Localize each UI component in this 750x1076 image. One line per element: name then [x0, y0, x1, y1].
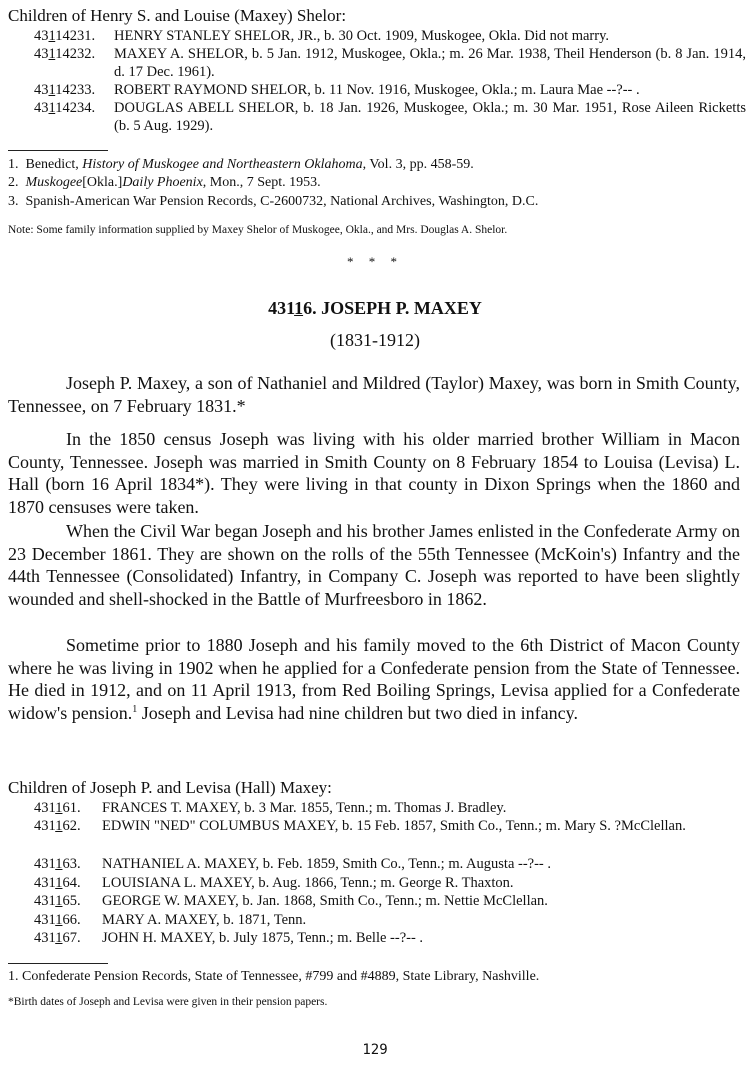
entry-text: MARY A. MAXEY, b. 1871, Tenn.: [102, 912, 307, 928]
paragraph-census: In the 1850 census Joseph was living with his older married brother William in Macon County, Tennessee. Joseph was married in Smith County on 8 February 1854 to Louisa (Levisa) L. Hall (born 16 April 1834*). They were living in that county in Dixon Springs when the 1860 and 1870 censuses were taken.: [8, 429, 740, 517]
footnote: 1. Confederate Pension Records, State of Tennessee, #799 and #4889, State Library, Nashville.: [8, 969, 540, 984]
entry-number: 43114233.: [34, 82, 96, 98]
list-item: [34, 892, 746, 910]
list-item: [34, 81, 746, 99]
page-number: 129: [362, 1042, 388, 1058]
paragraph-civil-war: When the Civil War began Joseph and his brother James enlisted in the Confederate Army on 23 December 1861. They are shown on the rolls of the 55th Tennessee (McKoin's) Infantry and the 44th Tennessee (Consolidated) Infantry, in Company C. Joseph was reported to have been slightly wounded and shell-shocked in the Battle of Murfreesboro in 1862.: [8, 521, 740, 609]
entry-number: 43114232.: [34, 46, 96, 62]
entry-text: LOUISIANA L. MAXEY, b. Aug. 1866, Tenn.; m. George R. Thaxton.: [102, 875, 514, 891]
list-item: [34, 799, 746, 817]
section-divider: * * *: [347, 254, 403, 269]
entry-text: FRANCES T. MAXEY, b. 3 Mar. 1855, Tenn.; m. Thomas J. Bradley.: [102, 800, 507, 816]
entry-number: 431167.: [34, 930, 81, 946]
entry-text: DOUGLAS ABELL SHELOR, b. 18 Jan. 1926, Muskogee, Okla.; m. 30 Mar. 1951, Rose Aileen Ricketts (b. 5 Aug. 1929).: [114, 100, 746, 134]
list-item: [34, 817, 746, 835]
entry-text: ROBERT RAYMOND SHELOR, b. 11 Nov. 1916, Muskogee, Okla.; m. Laura Mae --?-- .: [114, 82, 640, 98]
entry-text: JOHN H. MAXEY, b. July 1875, Tenn.; m. Belle --?-- .: [102, 930, 424, 946]
entry-text: NATHANIEL A. MAXEY, b. Feb. 1859, Smith Co., Tenn.; m. Augusta --?-- .: [102, 856, 552, 872]
list-item: [34, 27, 746, 45]
entry-number: 431162.: [34, 818, 81, 834]
shelor-children-heading: Children of Henry S. and Louise (Maxey) Shelor:: [8, 6, 347, 25]
list-item: [34, 874, 746, 892]
family-info-note: Note: Some family information supplied by Maxey Shelor of Muskogee, Okla., and Mrs. Douglas A. Shelor.: [8, 224, 508, 236]
entry-text: GEORGE W. MAXEY, b. Jan. 1868, Smith Co., Tenn.; m. Nettie McClellan.: [102, 893, 548, 909]
entry-text: HENRY STANLEY SHELOR, JR., b. 30 Oct. 1909, Muskogee, Okla. Did not marry.: [114, 28, 610, 44]
paragraph-birth: Joseph P. Maxey, a son of Nathaniel and Mildred (Taylor) Maxey, was born in Smith County, Tennessee, on 7 February 1831.*: [8, 373, 740, 416]
list-item: [34, 855, 746, 873]
entry-text: EDWIN "NED" COLUMBUS MAXEY, b. 15 Feb. 1857, Smith Co., Tenn.; m. Mary S. ?McClellan.: [102, 818, 686, 834]
birth-dates-note: *Birth dates of Joseph and Levisa were given in their pension papers.: [8, 996, 328, 1008]
footnote-ref: 1: [132, 703, 138, 715]
paragraph-pension: Sometime prior to 1880 Joseph and his family moved to the 6th District of Macon County where he was living in 1902 when he applied for a Confederate pension from the State of Tennessee. He died in 1912, and on 11 April 1913, from Red Boiling Springs, Levisa applied for a Confederate widow's pension.$^1$ Joseph and Levisa had nine children but two died in infancy.: [8, 635, 740, 723]
footnote: 2. Muskogee[Okla.]Daily Phoenix, Mon., 7 Sept. 1953.: [8, 175, 321, 190]
footnote: 1. Benedict, History of Muskogee and Northeastern Oklahoma, Vol. 3, pp. 458-59.: [8, 157, 474, 172]
page-title: 43116. JOSEPH P. MAXEY: [268, 298, 482, 318]
entry-number: 431163.: [34, 856, 81, 872]
maxey-children-heading: Children of Joseph P. and Levisa (Hall) Maxey:: [8, 778, 332, 797]
life-years: (1831-1912): [330, 330, 420, 350]
entry-number: 431161.: [34, 800, 81, 816]
footnote-rule: [8, 150, 108, 151]
entry-number: 43114231.: [34, 28, 96, 44]
list-item: [34, 99, 746, 135]
list-item: [34, 911, 746, 929]
entry-number: 43114234.: [34, 100, 96, 116]
entry-number: 431166.: [34, 912, 81, 928]
entry-number: 431165.: [34, 893, 81, 909]
footnote: 3. Spanish-American War Pension Records, C-2600732, National Archives, Washington, D.C.: [8, 194, 539, 209]
entry-text: MAXEY A. SHELOR, b. 5 Jan. 1912, Muskogee, Okla.; m. 26 Mar. 1938, Theil Henderson (b. 8 Jan. 1914, d. 17 Dec. 1961).: [114, 46, 746, 80]
list-item: [34, 929, 746, 947]
footnote-rule: [8, 963, 108, 964]
list-item: [34, 45, 746, 81]
entry-number: 431164.: [34, 875, 81, 891]
